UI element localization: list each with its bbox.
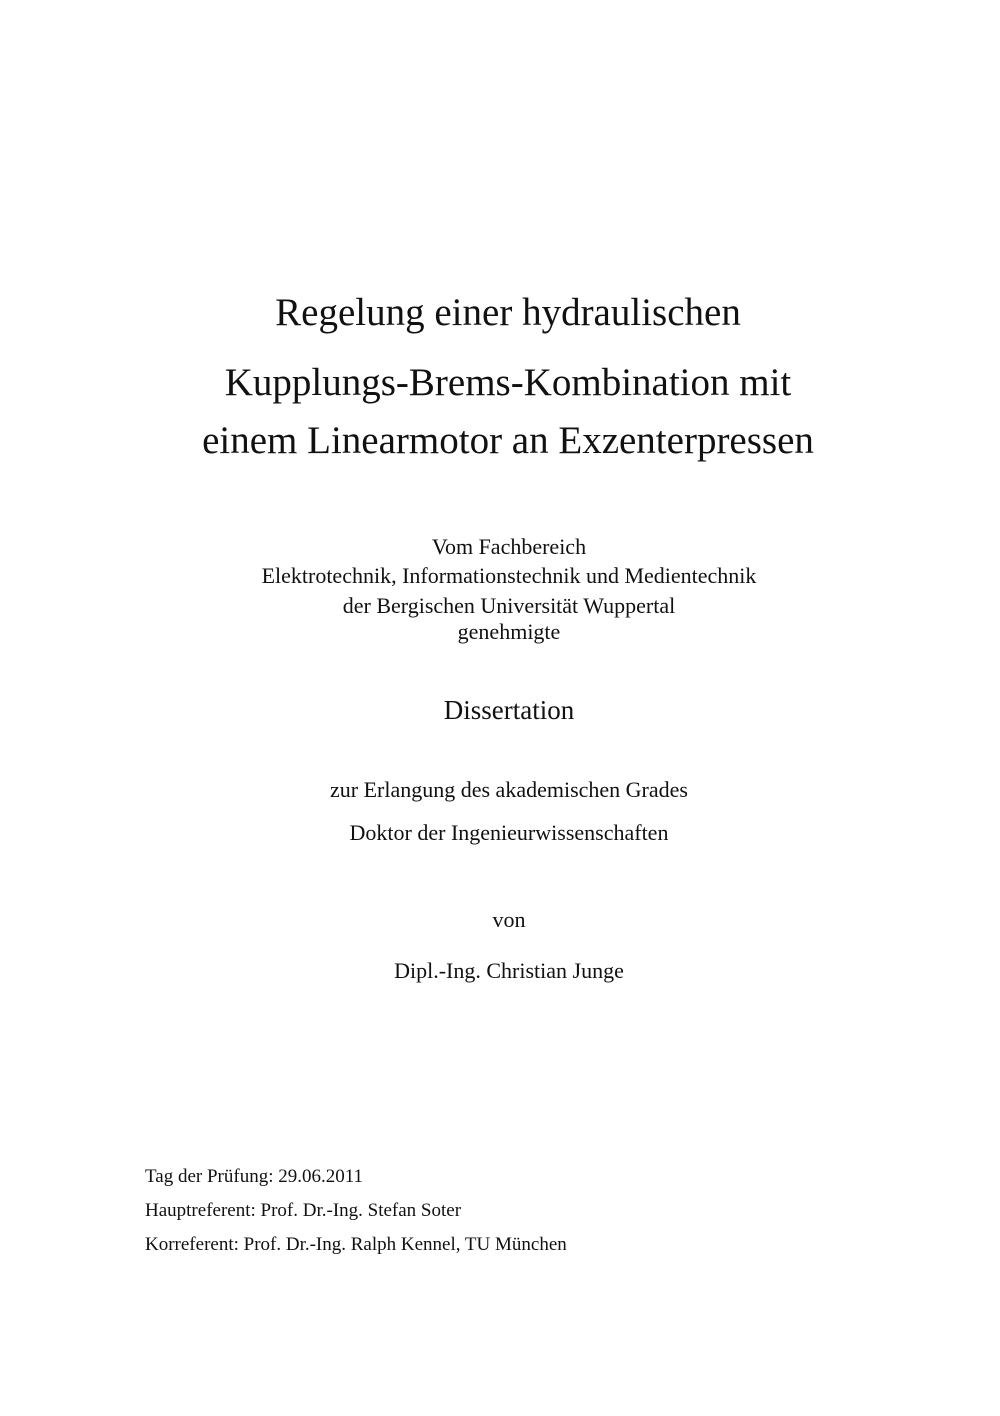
degree-line-2: Doktor der Ingenieurwissenschaften (349, 820, 669, 845)
main-referee: Hauptreferent: Prof. Dr.-Ing. Stefan Soter (145, 1200, 462, 1221)
faculty-line-2: Elektrotechnik, Informationstechnik und Medientechnik (261, 563, 757, 588)
faculty-line-4: genehmigte (457, 619, 561, 644)
by-label: von (492, 907, 526, 932)
author-name: Dipl.-Ing. Christian Junge (394, 958, 624, 983)
degree-line-1: zur Erlangung des akademischen Grades (330, 777, 688, 802)
co-referee: Korreferent: Prof. Dr.-Ing. Ralph Kennel, TU München (145, 1234, 567, 1255)
document-type: Dissertation (443, 695, 575, 725)
title-line-1: Regelung einer hydraulischen (275, 291, 741, 334)
faculty-line-1: Vom Fachbereich (431, 534, 587, 559)
title-line-2: Kupplungs-Brems-Kombination mit (224, 361, 792, 404)
faculty-line-3: der Bergischen Universität Wuppertal (342, 593, 676, 618)
exam-date: Tag der Prüfung: 29.06.2011 (145, 1166, 364, 1187)
title-line-3: einem Linearmotor an Exzenterpressen (202, 419, 814, 462)
